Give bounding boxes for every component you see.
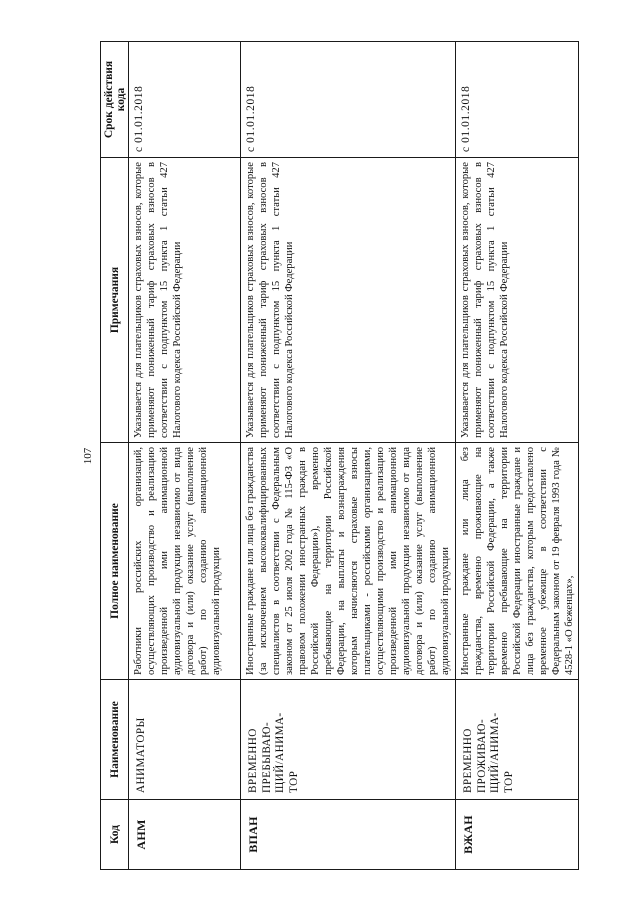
row-name: ВРЕМЕННО ПРОЖИВАЮ- ЩИЙ/АНИМА- ТОР (456, 680, 579, 800)
header-full-name: Полное наименование (101, 443, 129, 680)
row-notes: Указывается для плательщиков страховых взносов, которые применяют пониженный тариф страховых взносов в соответствии с подпунктом 15 пункта 1 статьи 427 Налогового кодекса Российской Федерации (456, 158, 579, 443)
row-full-name: Иностранные граждане или лица без гражданства, временно проживающие на территории Российской Федерации, а также временно пребывающие на территории Российской Федерации иностранные граждане и лица без гражданства, которым предоставлено временное убежище в соответствии с Федеральным законом от 19 февраля 1993 года № 4528-1 «О беженцах», (456, 443, 579, 680)
row-validity: с 01.01.2018 (456, 42, 579, 158)
row-name: ВРЕМЕННО ПРЕБЫВАЮ- ЩИЙ/АНИМА- ТОР (241, 680, 456, 800)
header-code: Код (101, 800, 129, 870)
row-full-name: Иностранные граждане или лица без гражданства (за исключением высококвалифицированных специалистов в соответствии с Федеральным законом от 25 июля 2002 года № 115-ФЗ «О правовом положении иностранных граждан в Российской Федерации»), временно пребывающие на территории Российской Федерации, на выплаты и вознаграждения которым начисляются страховые взносы плательщиками - российскими организациями, осуществляющими производство и реализацию произведенной ими анимационной аудиовизуальной продукции независимо от вида договора и (или) оказание услуг (выполнение работ) по созданию анимационной аудиовизуальной продукции (241, 443, 456, 680)
header-notes: Примечания (101, 158, 129, 443)
table-row (456, 42, 579, 870)
table-row (129, 42, 241, 870)
row-validity: с 01.01.2018 (241, 42, 456, 158)
table-header-row (101, 42, 129, 870)
row-full-name: Работники российских организаций, осуществляющих производство и реализацию произведенной ими анимационной аудиовизуальной продукции независимо от вида договора и (или) оказание услуг (выполнение работ) по созданию анимационной аудиовизуальной продукции (129, 443, 241, 680)
insured-person-codes-table (100, 41, 579, 870)
row-notes: Указывается для плательщиков страховых взносов, которые применяют пониженный тариф страховых взносов в соответствии с подпунктом 15 пункта 1 статьи 427 Налогового кодекса Российской Федерации (129, 158, 241, 443)
rotated-landscape-content (78, 42, 575, 870)
row-name: АНИМАТОРЫ (129, 680, 241, 800)
header-validity: Срок действия кода (101, 42, 129, 158)
row-code: ВЖАН (456, 800, 579, 870)
row-code: АНМ (129, 800, 241, 870)
page-number: 107 (82, 447, 94, 465)
row-validity: с 01.01.2018 (129, 42, 241, 158)
table-row (241, 42, 456, 870)
row-notes: Указывается для плательщиков страховых взносов, которые применяют пониженный тариф страховых взносов в соответствии с подпунктом 15 пункта 1 статьи 427 Налогового кодекса Российской Федерации (241, 158, 456, 443)
row-code: ВПАН (241, 800, 456, 870)
header-name: Наименование (101, 680, 129, 800)
